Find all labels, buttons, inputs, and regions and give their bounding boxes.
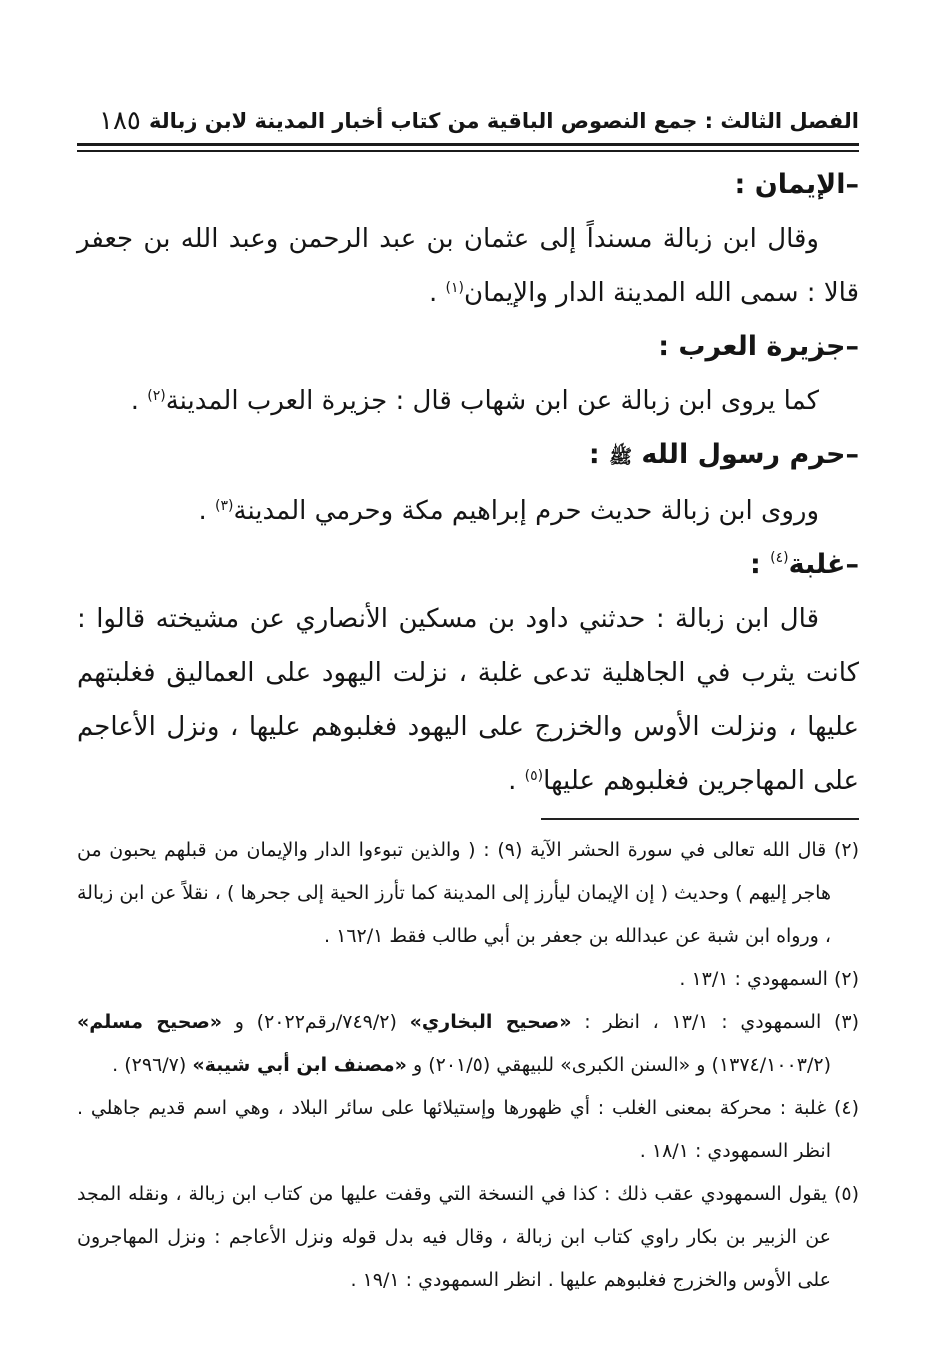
- paragraph-text: كما يروى ابن زبالة عن ابن شهاب قال : جزيرة العرب المدينة: [165, 386, 819, 416]
- footnote-ref-superscript: (٢): [147, 388, 166, 404]
- paragraph-tail: .: [198, 496, 216, 526]
- paragraph-tail: .: [130, 386, 148, 416]
- body-paragraph: [77, 212, 859, 320]
- footnote-text: (٢٩٦/٧) .: [112, 1054, 193, 1076]
- header-row: [77, 106, 859, 136]
- footnote-text: غلبة : محركة بمعنى الغلب : أي ظهورها وإستيلائها على سائر البلاد ، وهي اسم قديم جاهلي . انظر السمهودي : ١٨/١ .: [77, 1097, 834, 1162]
- section-heading-text: –غلبة: [788, 549, 859, 580]
- footnote-ref-superscript: (١): [445, 280, 464, 296]
- paragraph-text: وروى ابن زبالة حديث حرم إبراهيم مكة وحرمي المدينة: [233, 496, 819, 526]
- footnote: [77, 1173, 859, 1302]
- footnote: [77, 958, 859, 1001]
- footnote-text: (١٣٧٤/١٠٠٣/٢) و «السنن الكبرى» للبيهقي (٢٠١/٥) و: [406, 1054, 831, 1076]
- section-haram-rasul-allah: [77, 428, 859, 538]
- footnote-marker: (٢): [833, 839, 859, 861]
- paragraph-tail: .: [428, 278, 446, 308]
- footnote-marker: (٣): [833, 1011, 860, 1033]
- footnotes-area: [77, 818, 859, 1302]
- section-heading-text: –جزيرة العرب :: [658, 331, 859, 362]
- footnote-marker: (٢): [833, 968, 859, 990]
- section-ghalaba: [77, 538, 859, 808]
- section-jazirat-al-arab: [77, 320, 859, 428]
- page-number: ١٨٥: [99, 106, 141, 136]
- section-iman: [77, 158, 859, 320]
- book-title: «صحيح البخاري»: [409, 1011, 572, 1033]
- paragraph-text: وقال ابن زبالة مسنداً إلى عثمان بن عبد الرحمن وعبد الله بن جعفر قالا : سمى الله المدينة الدار والإيمان: [77, 224, 859, 308]
- section-heading-tail: :: [749, 549, 771, 580]
- footnotes-separator-rule: [541, 818, 859, 820]
- section-heading: [77, 158, 859, 212]
- section-heading-text: –الإيمان :: [734, 169, 859, 200]
- footnote-text: قال الله تعالى في سورة الحشر الآية (٩) : ( والذين تبوءوا الدار والإيمان من قبلهم يحبون من هاجر إليهم ) وحديث ( إن الإيمان ليأرز إلى المدينة كما تأرز الحية إلى جحرها ) ، نقلاً عن ابن زبالة ، ورواه ابن شبة عن عبدالله بن جعفر بن أبي طالب فقط ١٦٢/١ .: [77, 839, 834, 947]
- section-heading-tail: :: [588, 439, 610, 470]
- body-paragraph: [77, 374, 859, 428]
- body-paragraph: [77, 592, 859, 808]
- book-title: «مصنف ابن أبي شيبة»: [192, 1054, 407, 1076]
- footnote: [77, 1001, 859, 1087]
- footnote: [77, 829, 859, 958]
- book-title: «صحيح مسلم»: [77, 1011, 223, 1033]
- footnote-text: يقول السمهودي عقب ذلك : كذا في النسخة التي وقفت عليها من كتاب ابن زبالة ، ونقله المجد عن الزبير بن بكار راوي كتاب ابن زبالة ، وقال فيه بدل قوله ونزل الأعاجم : ونزل المهاجرون على الأوس والخزرج فغلبوهم عليها . انظر السمهودي : ١٩/١ .: [77, 1183, 834, 1291]
- section-heading: [77, 320, 859, 374]
- section-heading: [77, 538, 859, 592]
- footnote: [77, 1087, 859, 1173]
- footnote-text: (٧٤٩/٢/رقم٢٠٢٢) و: [222, 1011, 410, 1033]
- footnote-marker: (٥): [833, 1183, 859, 1205]
- page-body: [77, 158, 859, 808]
- footnote-ref-superscript: (٤): [770, 550, 789, 566]
- chapter-title: الفصل الثالث : جمع النصوص الباقية من كتاب أخبار المدينة لابن زبالة: [149, 109, 859, 133]
- paragraph-text: قال ابن زبالة : حدثني داود بن مسكين الأنصاري عن مشيخته قالوا : كانت يثرب في الجاهلية تدعى غلبة ، نزلت اليهود على العماليق فغلبتهم عليها ، ونزلت الأوس والخزرج على اليهود فغلبوهم عليها ، ونزل الأعاجم على المهاجرين فغلبوهم عليها: [77, 604, 859, 796]
- footnote-ref-superscript: (٣): [215, 498, 234, 514]
- paragraph-tail: .: [508, 766, 525, 796]
- header-double-rule: [77, 143, 859, 152]
- page-header: [77, 106, 859, 152]
- saw-honorific-symbol: ﷺ: [609, 446, 633, 468]
- section-heading: [77, 428, 859, 484]
- body-paragraph: [77, 484, 859, 538]
- footnote-text: السمهودي : ١٣/١ .: [679, 968, 834, 990]
- section-heading-text: –حرم رسول الله: [632, 439, 859, 470]
- footnote-marker: (٤): [833, 1097, 859, 1119]
- footnote-text: السمهودي : ١٣/١ ، انظر :: [571, 1011, 834, 1033]
- footnote-ref-superscript: (٥): [524, 768, 544, 784]
